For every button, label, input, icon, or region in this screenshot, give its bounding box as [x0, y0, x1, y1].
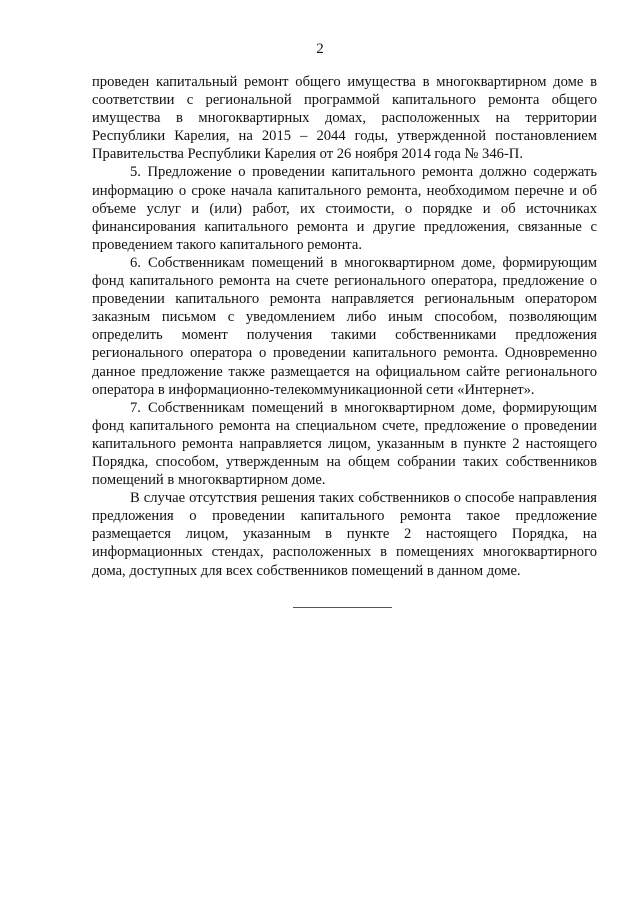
document-body: [92, 73, 597, 580]
paragraph-item-6: 6. Собственникам помещений в многоквартирном доме, формирующим фонд капитального ремонта на счете регионального оператора, предложение о проведении капитального ремонта направляется региональным оператором заказным письмом с уведомлением либо иным способом, позволяющим определить момент получения такими собственниками предложения регионального оператора о проведении капитального ремонта. Одновременно данное предложение также размещается на официальном сайте регионального оператора в информационно-телекоммуникационной сети «Интернет».: [92, 254, 597, 398]
page-number: 2: [316, 41, 324, 57]
paragraph-item-5: 5. Предложение о проведении капитального ремонта должно содержать информацию о сроке начала капитального ремонта, необходимом перечне и об объеме услуг и (или) работ, их стоимости, о порядке и об источниках финансирования капитального ремонта и другие предложения, связанные с проведением такого капитального ремонта.: [92, 164, 597, 253]
paragraph-continuation: проведен капитальный ремонт общего имущества в многоквартирном доме в соответствии с региональной программой капитального ремонта общего имущества в многоквартирных домах, расположенных на территории Республики Карелия, на 2015 – 2044 годы, утвержденной постановлением Правительства Республики Карелия от 26 ноября 2014 года № 346-П.: [92, 74, 597, 163]
paragraph-item-7: 7. Собственникам помещений в многоквартирном доме, формирующим фонд капитального ремонта на специальном счете, предложение о проведении капитального ремонта направляется лицом, указанным в пункте 2 настоящего Порядка, способом, утвержденным на общем собрании таких собственников помещений в многоквартирном доме.: [92, 399, 597, 489]
end-separator-line: [293, 607, 392, 608]
paragraph-no-decision-case: В случае отсутствия решения таких собственников о способе направления предложения о проведении капитального ремонта такое предложение размещается лицом, указанным в пункте 2 настоящего Порядка, на информационных стендах, расположенных в помещениях многоквартирного дома, доступных для всех собственников помещений в данном доме.: [92, 490, 597, 579]
